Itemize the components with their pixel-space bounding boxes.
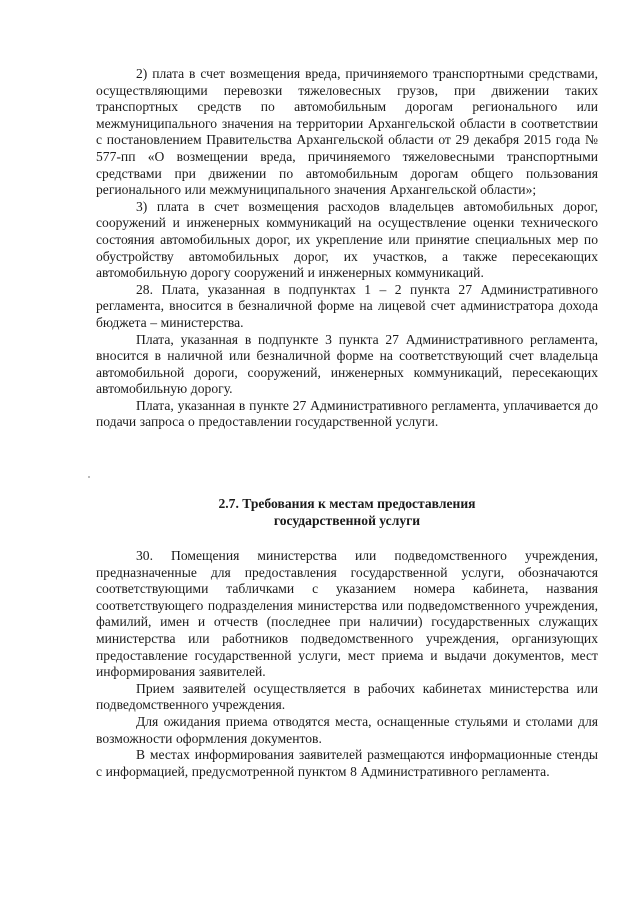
paragraph-item-2: 2) плата в счет возмещения вреда, причиняемого транспортными средствами, осуществляющими перевозки тяжеловесных грузов, при движении таких транспортных средств по автомобильным дорогам регионального или межмуниципального значения на территории Архангельской области в соответствии с постановлением Правительства Архангельской области от 29 декабря 2015 года № 577-пп «О возмещении вреда, причиняемого тяжеловесными транспортными средствами при движении по автомобильным дорогам общего пользования регионального или межмуниципального значения Архангельской области»; [96,66,598,198]
section-premises [96,548,598,780]
section-heading [96,496,598,530]
paragraph-payment-timing: Плата, указанная в пункте 27 Административного регламента, уплачивается до подачи запроса о предоставлении государственной услуги. [96,397,598,430]
paragraph-point-28: 28. Плата, указанная в подпунктах 1 – 2 пункта 27 Административного регламента, вносится в безналичной форме на лицевой счет администратора дохода бюджета – министерства. [96,281,598,330]
paragraph-waiting: Для ожидания приема отводятся места, оснащенные стульями и столами для возможности оформления документов. [96,713,598,746]
paragraph-item-3: 3) плата в счет возмещения расходов владельцев автомобильных дорог, сооружений и инженерных коммуникаций на осуществление оценки технического состояния автомобильных дорог, их укрепление или принятие специальных мер по обустройству автомобильных дорог, их участков, а также пересекающих автомобильную дорогу сооружений и инженерных коммуникаций. [96,198,598,281]
section-payment-items [96,66,598,431]
paragraph-reception: Прием заявителей осуществляется в рабочих кабинетах министерства или подведомственного учреждения. [96,680,598,713]
paragraph-info-stands: В местах информирования заявителей размещаются информационные стенды с информацией, предусмотренной пунктом 8 Административного регламента. [96,747,598,779]
paragraph-payment-item-3: Плата, указанная в подпункте 3 пункта 27 Административного регламента, вносится в наличной или безналичной форме на соответствующий счет владельца автомобильной дороги, сооружений, инженерных коммуникаций, пересекающих автомобильную дорогу. [96,331,598,397]
scan-dot [88,476,90,478]
heading-line-1: 2.7. Требования к местам предоставления [218,496,476,511]
heading-line-2: государственной услуги [273,512,421,528]
paragraph-point-30: 30. Помещения министерства или подведомственного учреждения, предназначенные для предоставления государственной услуги, обозначаются соответствующими табличками с указанием номера кабинета, названия соответствующего подразделения министерства или подведомственного учреждения, фамилий, имен и отчеств (последнее при наличии) государственных служащих министерства или работников подведомственного учреждения, организующих предоставление государственной услуги, мест приема и выдачи документов, мест информирования заявителей. [96,548,598,680]
